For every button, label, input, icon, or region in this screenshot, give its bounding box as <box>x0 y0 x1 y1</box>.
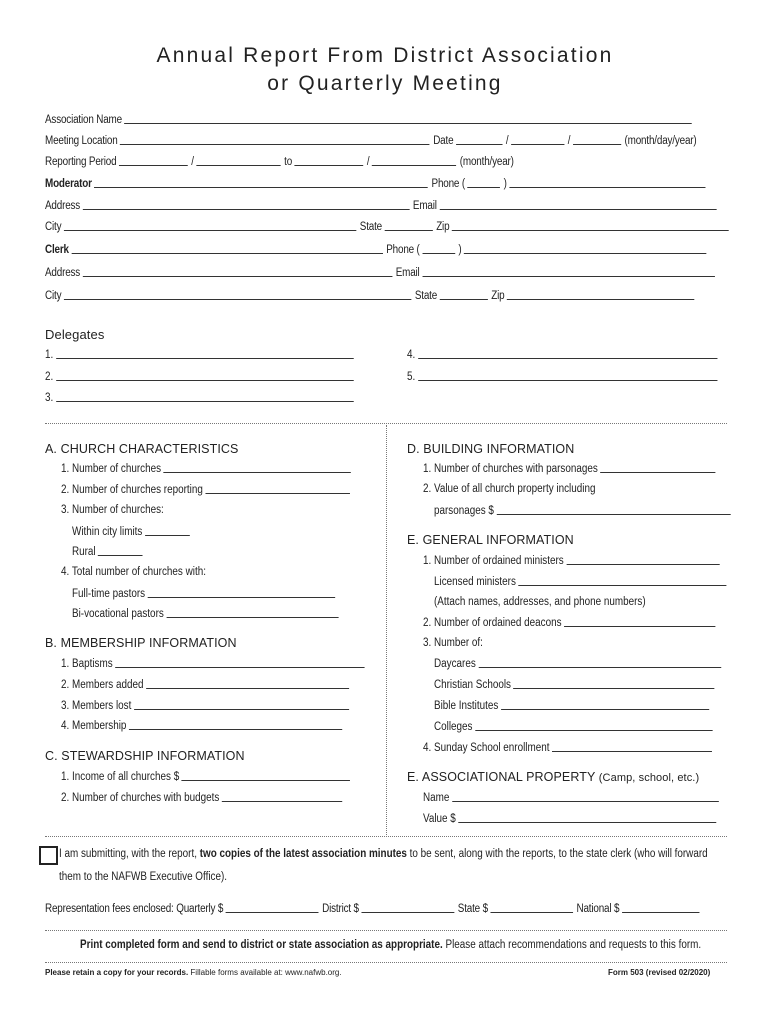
date-slash-1: / <box>505 135 509 147</box>
delegate-2 <box>45 370 357 383</box>
e-item-3c <box>434 699 712 712</box>
c-item-2-field[interactable] <box>222 791 342 802</box>
clerk-label: Clerk <box>45 244 69 256</box>
submission-line-2 <box>59 871 227 883</box>
a-item-3b-label: Rural <box>72 546 96 558</box>
e-property-name <box>423 791 722 804</box>
a-item-2 <box>61 483 353 496</box>
submission-text-bold: two copies of the latest association minutes <box>199 848 407 860</box>
a-item-4a-label: Full-time pastors <box>72 588 146 600</box>
moderator-phone-label: Phone ( <box>431 178 465 190</box>
moderator-row <box>45 177 709 190</box>
moderator-label: Moderator <box>45 178 92 190</box>
form-title-line2: or Quarterly Meeting <box>267 72 503 95</box>
print-instructions <box>80 939 701 951</box>
delegate-1 <box>45 348 357 361</box>
delegate-2-field[interactable] <box>56 370 354 381</box>
d-item-1 <box>423 462 719 475</box>
a-item-3a-label: Within city limits <box>72 526 143 538</box>
section-d-heading: D. BUILDING INFORMATION <box>407 442 575 456</box>
moderator-state-field[interactable] <box>385 220 433 231</box>
e-item-3a <box>434 657 724 670</box>
e-item-4-label: 4. Sunday School enrollment <box>423 742 550 754</box>
period-format-hint: (month/year) <box>459 156 514 168</box>
fees-district-field[interactable] <box>361 902 454 913</box>
moderator-city-label: City <box>45 221 62 233</box>
clerk-state-field[interactable] <box>440 289 488 300</box>
c-item-1 <box>61 770 354 783</box>
e-property-name-field[interactable] <box>452 791 719 802</box>
date-label: Date <box>433 135 454 147</box>
period-end-year-field[interactable] <box>372 155 456 166</box>
clerk-phone-close: ) <box>458 244 462 256</box>
section-e-property-heading <box>407 770 699 784</box>
clerk-row <box>45 243 710 256</box>
e-item-3c-field[interactable] <box>501 699 709 710</box>
moderator-email-label: Email <box>412 200 437 212</box>
clerk-email-label: Email <box>395 267 420 279</box>
submission-line-1 <box>59 848 708 860</box>
a-item-4a-field[interactable] <box>148 587 335 598</box>
moderator-city-row <box>45 220 732 233</box>
b-item-4 <box>61 719 346 732</box>
section-e-property-title: E. ASSOCIATIONAL PROPERTY <box>407 770 596 784</box>
e-item-3b-label: Christian Schools <box>434 679 511 691</box>
period-start-year-field[interactable] <box>196 155 280 166</box>
clerk-zip-label: Zip <box>491 290 505 302</box>
e-item-3-label: 3. Number of: <box>423 637 483 649</box>
e-item-1c-label: (Attach names, addresses, and phone numbers) <box>434 596 646 608</box>
b-item-1-field[interactable] <box>115 657 364 668</box>
e-item-3d <box>434 720 716 733</box>
print-instructions-bold: Print completed form and send to district or state association as appropriate. <box>80 939 443 951</box>
fees-national-field[interactable] <box>622 902 699 913</box>
reporting-period-label: Reporting Period <box>45 156 117 168</box>
e-item-1-field[interactable] <box>566 554 719 565</box>
retain-note <box>45 968 342 977</box>
meeting-location-label: Meeting Location <box>45 135 118 147</box>
a-item-3a <box>72 525 193 538</box>
d-item-1-field[interactable] <box>600 462 715 473</box>
clerk-email-field[interactable] <box>422 266 714 277</box>
reporting-period-row <box>45 155 516 168</box>
delegate-5 <box>407 370 721 383</box>
b-item-3-label: 3. Members lost <box>61 700 132 712</box>
a-item-1 <box>61 462 355 475</box>
form-number: Form 503 (revised 02/2020) <box>608 968 711 977</box>
a-item-4b-field[interactable] <box>166 607 338 618</box>
delegate-1-field[interactable] <box>56 348 354 359</box>
a-item-3b <box>72 545 146 558</box>
period-slash-1: / <box>191 156 194 168</box>
retain-note-rest: Fillable forms available at: www.nafwb.org. <box>190 968 342 977</box>
divider-fees <box>45 930 727 931</box>
moderator-area-code-field[interactable] <box>468 177 501 188</box>
moderator-city-field[interactable] <box>64 220 356 231</box>
e-property-name-label: Name <box>423 792 450 804</box>
d-item-1-label: 1. Number of churches with parsonages <box>423 463 598 475</box>
e-item-3a-label: Daycares <box>434 658 476 670</box>
a-item-1-label: 1. Number of churches <box>61 463 162 475</box>
delegates-heading: Delegates <box>45 327 105 342</box>
association-name-label: Association Name <box>45 114 122 126</box>
e-item-1b <box>434 575 730 588</box>
date-year-field[interactable] <box>573 134 621 145</box>
period-to-label: to <box>284 156 293 168</box>
a-item-3 <box>61 504 166 516</box>
e-item-3d-label: Colleges <box>434 721 473 733</box>
delegate-3-field[interactable] <box>56 391 354 402</box>
divider-center <box>386 425 387 835</box>
submission-text-b: to be sent, along with the reports, to the state clerk (who will forward <box>409 848 708 860</box>
clerk-zip-field[interactable] <box>507 289 694 300</box>
clerk-address-row <box>45 266 718 279</box>
date-month-field[interactable] <box>456 134 502 145</box>
e-item-3b-field[interactable] <box>514 678 715 689</box>
e-item-1b-field[interactable] <box>518 575 726 586</box>
submission-text-c: them to the NAFWB Executive Office). <box>59 871 228 883</box>
e-item-2-label: 2. Number of ordained deacons <box>423 617 562 629</box>
d-item-2b-label: parsonages $ <box>434 505 494 517</box>
form-title-line1: Annual Report From District Association <box>156 44 614 67</box>
c-item-1-label: 1. Income of all churches $ <box>61 771 180 783</box>
b-item-1-label: 1. Baptisms <box>61 658 113 670</box>
submission-text-a: I am submitting, with the report, <box>59 848 197 860</box>
clerk-phone-label: Phone ( <box>386 244 420 256</box>
moderator-name-field[interactable] <box>94 177 428 188</box>
a-item-4b-label: Bi-vocational pastors <box>72 608 164 620</box>
a-item-2-field[interactable] <box>205 483 349 494</box>
c-item-2-label: 2. Number of churches with budgets <box>61 792 220 804</box>
e-item-1b-label: Licensed ministers <box>434 576 516 588</box>
section-a-heading: A. CHURCH CHARACTERISTICS <box>45 442 239 456</box>
period-end-month-field[interactable] <box>295 155 364 166</box>
a-item-4-label: 4. Total number of churches with: <box>61 566 206 578</box>
e-property-value-field[interactable] <box>458 812 716 823</box>
a-item-3-label: 3. Number of churches: <box>61 504 164 516</box>
e-item-1c <box>434 596 648 608</box>
delegate-4-field[interactable] <box>418 348 717 359</box>
delegate-1-number: 1. <box>45 349 54 361</box>
moderator-address-label: Address <box>45 200 81 212</box>
retain-note-bold: Please retain a copy for your records. <box>45 968 189 977</box>
clerk-city-row <box>45 289 698 302</box>
e-item-3d-field[interactable] <box>475 720 712 731</box>
d-item-2b-field[interactable] <box>497 504 731 515</box>
section-e-general-heading: E. GENERAL INFORMATION <box>407 533 574 547</box>
moderator-zip-field[interactable] <box>452 220 729 231</box>
e-item-4 <box>423 741 715 754</box>
e-item-3b <box>434 678 718 691</box>
delegate-3-number: 3. <box>45 392 54 404</box>
print-instructions-rest: Please attach recommendations and requests to this form. <box>445 939 702 951</box>
association-name-row <box>45 113 696 126</box>
delegate-5-field[interactable] <box>418 370 717 381</box>
moderator-email-field[interactable] <box>439 199 716 210</box>
b-item-2-field[interactable] <box>146 678 349 689</box>
e-item-3a-field[interactable] <box>478 657 721 668</box>
c-item-1-field[interactable] <box>182 770 351 781</box>
minutes-checkbox[interactable] <box>39 846 58 865</box>
meeting-location-field[interactable] <box>120 134 430 145</box>
moderator-address-field[interactable] <box>83 199 410 210</box>
clerk-city-field[interactable] <box>64 289 411 300</box>
b-item-2 <box>61 678 352 691</box>
clerk-name-field[interactable] <box>71 243 382 254</box>
fees-state-field[interactable] <box>490 902 573 913</box>
d-item-2-label: 2. Value of all church property including <box>423 483 596 495</box>
fees-district-label: District $ <box>322 903 359 915</box>
b-item-3 <box>61 699 352 712</box>
a-item-4a <box>72 587 339 600</box>
clerk-address-field[interactable] <box>83 266 393 277</box>
a-item-4b <box>72 607 342 620</box>
divider-top <box>45 423 727 424</box>
fees-state-label: State $ <box>457 903 488 915</box>
meeting-location-row <box>45 134 699 147</box>
moderator-phone-close: ) <box>503 178 507 190</box>
e-item-2 <box>423 616 719 629</box>
clerk-phone-field[interactable] <box>464 243 707 254</box>
clerk-city-label: City <box>45 290 62 302</box>
b-item-3-field[interactable] <box>134 699 349 710</box>
b-item-4-label: 4. Membership <box>61 720 127 732</box>
a-item-1-field[interactable] <box>164 462 351 473</box>
e-property-value <box>423 812 720 825</box>
a-item-2-label: 2. Number of churches reporting <box>61 484 203 496</box>
association-name-field[interactable] <box>125 113 693 124</box>
delegate-2-number: 2. <box>45 371 54 383</box>
delegate-4-number: 4. <box>407 349 416 361</box>
d-item-2b <box>434 504 734 517</box>
section-e-property-note: (Camp, school, etc.) <box>598 772 700 784</box>
section-b-heading: B. MEMBERSHIP INFORMATION <box>45 636 237 650</box>
b-item-4-field[interactable] <box>129 719 342 730</box>
e-item-2-field[interactable] <box>564 616 715 627</box>
delegate-4 <box>407 348 721 361</box>
section-c-heading: C. STEWARDSHIP INFORMATION <box>45 749 245 763</box>
moderator-state-label: State <box>359 221 383 233</box>
delegate-5-number: 5. <box>407 371 416 383</box>
fees-quarterly-label: Representation fees enclosed: Quarterly $ <box>45 903 224 915</box>
fees-national-label: National $ <box>576 903 620 915</box>
a-item-3a-field[interactable] <box>145 525 190 536</box>
clerk-state-label: State <box>414 290 438 302</box>
c-item-2 <box>61 791 346 804</box>
fees-quarterly-field[interactable] <box>226 902 319 913</box>
divider-bottom <box>45 962 727 963</box>
e-item-4-field[interactable] <box>552 741 712 752</box>
b-item-1 <box>61 657 368 670</box>
b-item-2-label: 2. Members added <box>61 679 144 691</box>
moderator-zip-label: Zip <box>436 221 450 233</box>
date-day-field[interactable] <box>511 134 564 145</box>
period-start-month-field[interactable] <box>119 155 188 166</box>
d-item-2 <box>423 483 598 495</box>
clerk-area-code-field[interactable] <box>422 243 455 254</box>
fees-row <box>45 902 703 915</box>
e-item-1 <box>423 554 723 567</box>
divider-middle <box>45 836 727 837</box>
date-format-hint: (month/day/year) <box>624 135 697 147</box>
e-property-value-label: Value $ <box>423 813 456 825</box>
period-slash-2: / <box>366 156 370 168</box>
date-slash-2: / <box>567 135 571 147</box>
a-item-3b-field[interactable] <box>98 545 143 556</box>
moderator-phone-field[interactable] <box>509 177 705 188</box>
moderator-address-row <box>45 199 720 212</box>
clerk-address-label: Address <box>45 267 81 279</box>
delegate-3 <box>45 391 357 404</box>
e-item-1-label: 1. Number of ordained ministers <box>423 555 564 567</box>
a-item-4 <box>61 566 209 578</box>
e-item-3c-label: Bible Institutes <box>434 700 499 712</box>
e-item-3 <box>423 637 485 649</box>
